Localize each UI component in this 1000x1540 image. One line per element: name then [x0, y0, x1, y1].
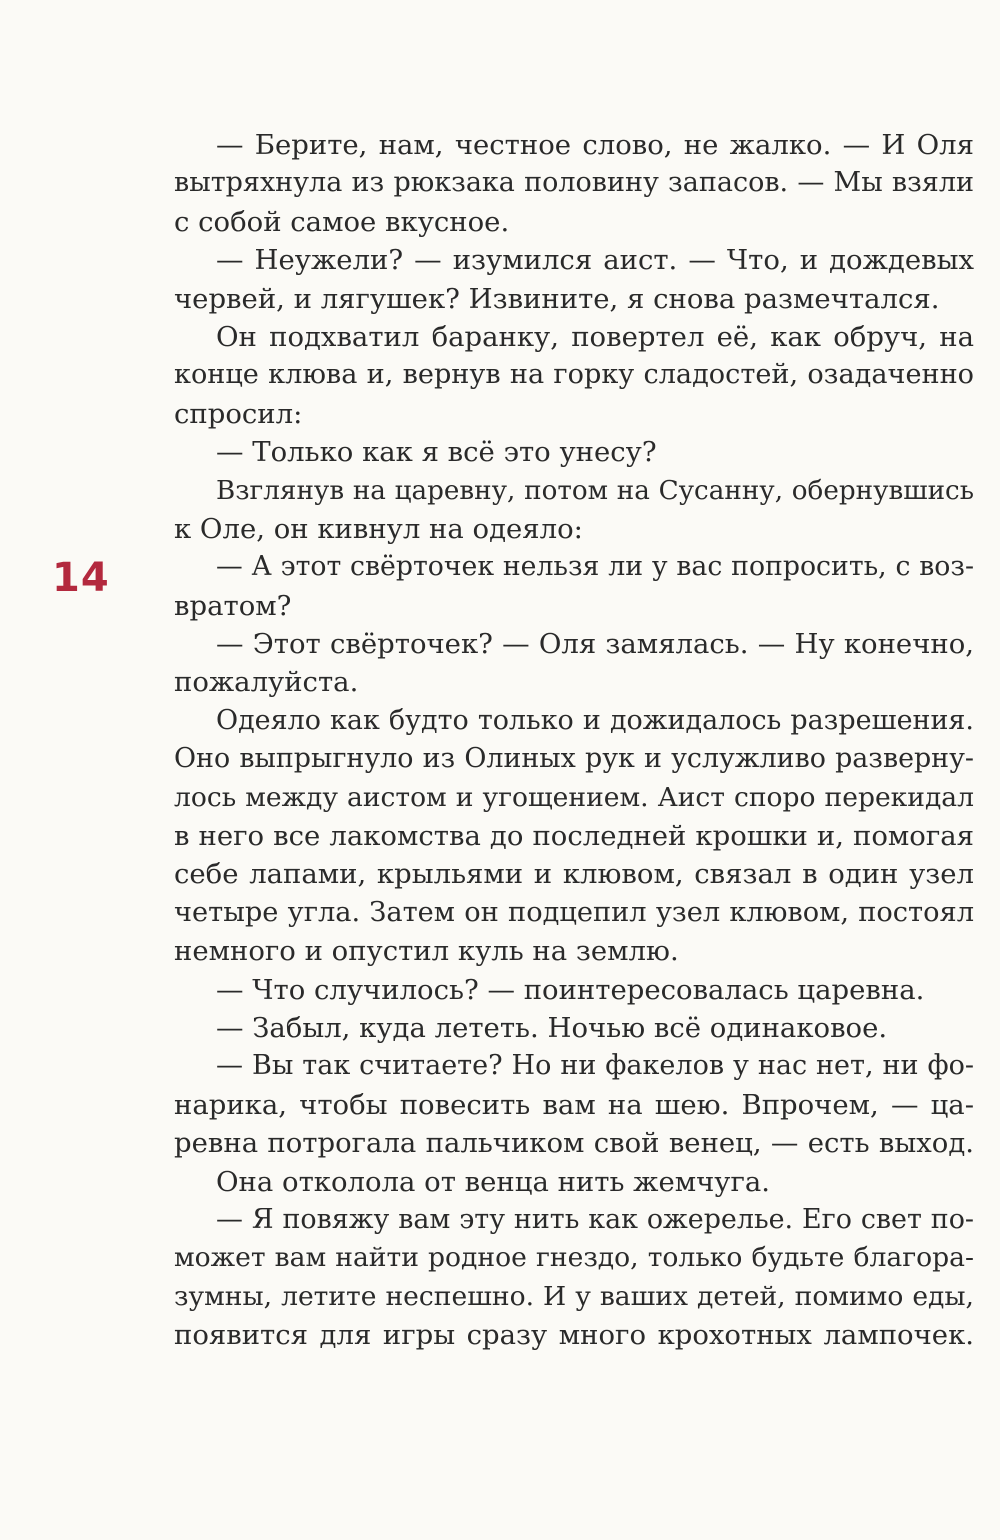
text-line: — Забыл, куда лететь. Ночью всё одинаковое. — [216, 1011, 888, 1044]
text-line: себе лапами, крыльями и клювом, связал в один узел — [174, 858, 974, 891]
text-line: может вам найти родное гнездо, только будьте благора- — [174, 1242, 974, 1274]
page-number: 14 — [52, 555, 110, 601]
text-line: червей, и лягушек? Извините, я снова размечтался. — [174, 282, 940, 315]
body-text — [174, 126, 974, 1355]
text-line: вытряхнула из рюкзака половину запасов. — Мы взяли — [174, 167, 974, 199]
text-line: Оно выпрыгнуло из Олиных рук и услужливо разверну- — [174, 743, 974, 775]
text-line: ревна потрогала пальчиком свой венец, — есть выход. — [174, 1127, 974, 1160]
text-line: в него все лакомства до последней крошки и, помогая — [174, 820, 974, 853]
text-line: — Берите, нам, честное слово, не жалко. — И Оля — [216, 129, 974, 161]
text-line: спросил: — [174, 397, 303, 430]
text-line: Взглянув на царевну, потом на Сусанну, обернувшись — [216, 475, 974, 506]
text-line: лось между аистом и угощением. Аист споро перекидал — [174, 781, 974, 813]
text-line: появится для игры сразу много крохотных лампочек. — [174, 1319, 974, 1352]
text-line: — Только как я всё это унесу? — [216, 436, 657, 469]
text-line: Она отколола от венца нить жемчуга. — [216, 1165, 771, 1198]
text-line: — Вы так считаете? Но ни факелов у нас нет, ни фо- — [216, 1050, 974, 1082]
text-line: немного и опустил куль на землю. — [174, 935, 679, 968]
text-line: — Этот свёрточек? — Оля замялась. — Ну конечно, — [216, 628, 974, 661]
text-line: — Неужели? — изумился аист. — Что, и дождевых — [216, 244, 974, 277]
text-line: Он подхватил баранку, повертел её, как обруч, на — [216, 320, 974, 353]
text-line: — А этот свёрточек нельзя ли у вас попросить, с воз- — [216, 551, 974, 583]
text-line: к Оле, он кивнул на одеяло: — [174, 512, 583, 545]
text-line: конце клюва и, вернув на горку сладостей, озадаченно — [174, 359, 974, 391]
text-line: пожалуйста. — [174, 666, 359, 699]
text-line: нарика, чтобы повесить вам на шею. Впрочем, — ца- — [174, 1088, 974, 1121]
text-line: Одеяло как будто только и дожидалось разрешения. — [216, 704, 974, 736]
text-line: вратом? — [174, 589, 292, 622]
text-line: — Что случилось? — поинтересовалась царевна. — [216, 973, 925, 1006]
text-line: зумны, летите неспешно. И у ваших детей, помимо еды, — [174, 1280, 974, 1312]
text-line: с собой самое вкусное. — [174, 205, 510, 238]
text-line: — Я повяжу вам эту нить как ожерелье. Его свет по- — [216, 1203, 974, 1235]
text-line: четыре угла. Затем он подцепил узел клювом, постоял — [174, 896, 974, 928]
